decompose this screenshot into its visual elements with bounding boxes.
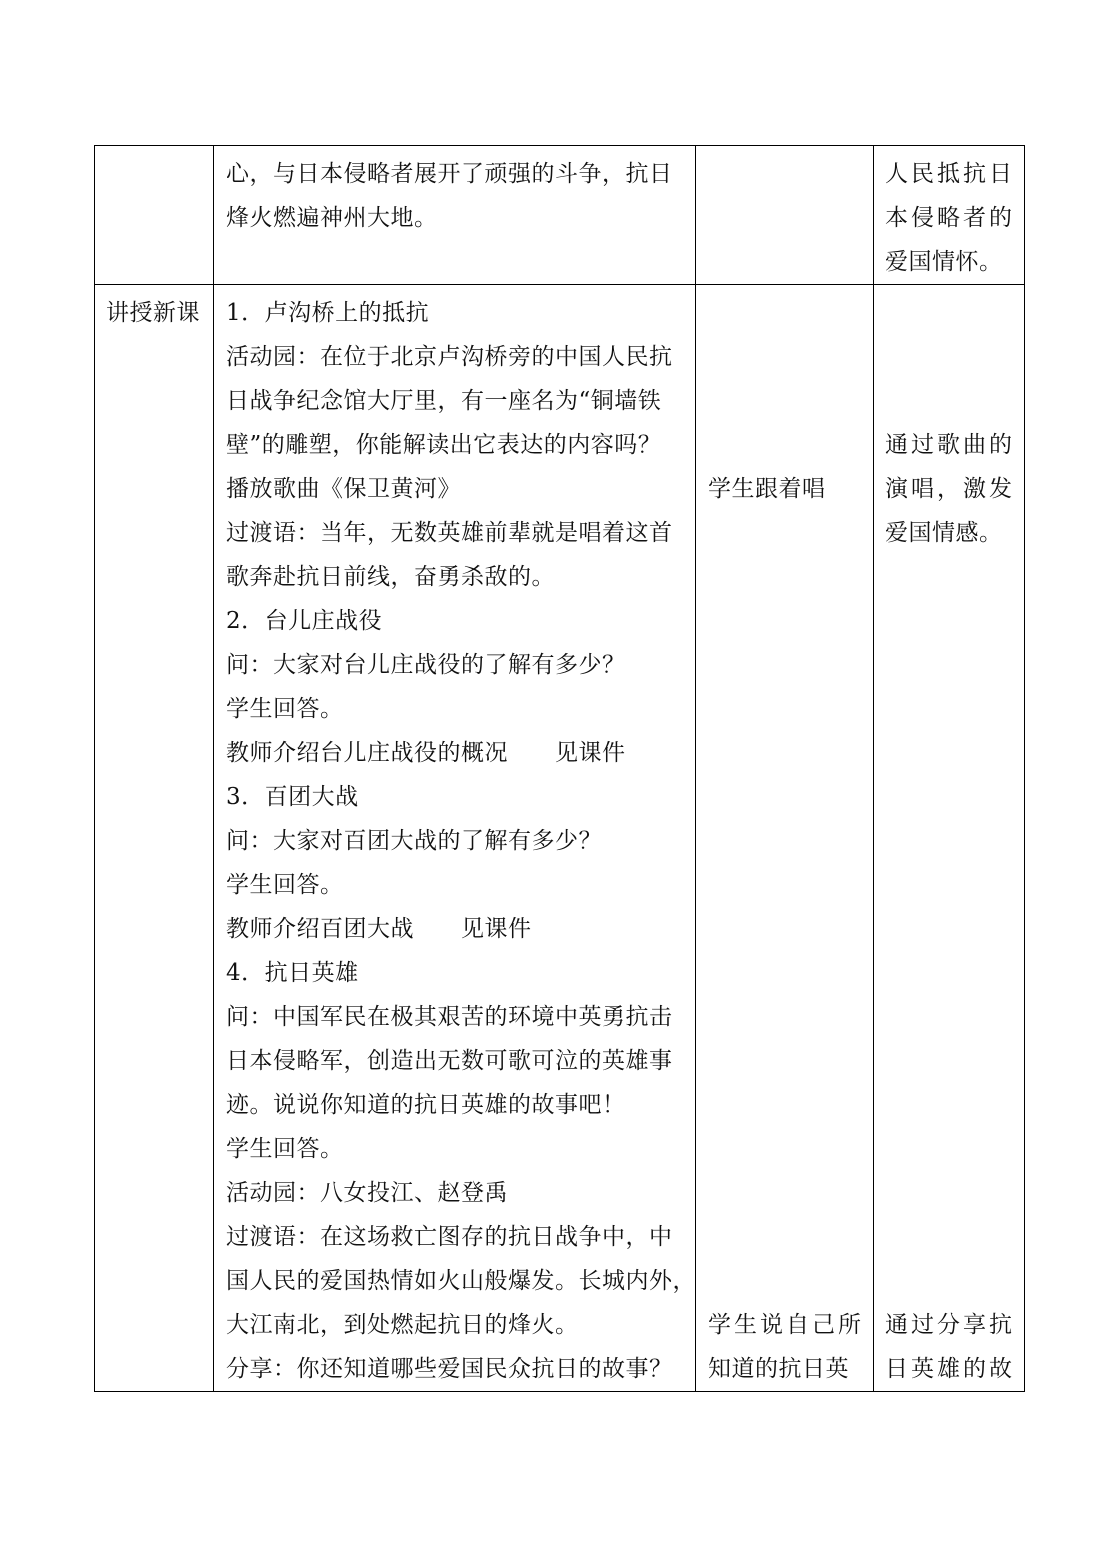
intent-line: 通过分享抗 bbox=[885, 1312, 1015, 1338]
table-row bbox=[95, 146, 1025, 285]
intent-line: 本侵略者的 bbox=[885, 205, 1015, 231]
content-line: 教师介绍百团大战 见课件 bbox=[226, 916, 532, 942]
stage-cell bbox=[95, 146, 214, 285]
content-line: 学生回答。 bbox=[226, 872, 344, 898]
student-activity-cell bbox=[696, 146, 874, 285]
content-line: 2．台儿庄战役 bbox=[226, 608, 383, 634]
intent-block bbox=[885, 1303, 1015, 1391]
student-activity-cell bbox=[696, 285, 874, 1392]
content-line: 学生回答。 bbox=[226, 1136, 344, 1162]
content-line: 日战争纪念馆大厅里，有一座名为“铜墙铁 bbox=[226, 388, 662, 414]
intent-line: 爱国情感。 bbox=[885, 520, 1003, 546]
content-line: 4．抗日英雄 bbox=[226, 960, 359, 986]
content-line: 过渡语：在这场救亡图存的抗日战争中，中 bbox=[226, 1224, 673, 1250]
content-line: 问：中国军民在极其艰苦的环境中英勇抗击 bbox=[226, 1004, 673, 1030]
intent-cell bbox=[874, 285, 1025, 1392]
content-line: 迹。说说你知道的抗日英雄的故事吧！ bbox=[226, 1092, 626, 1118]
intent-line: 爱国情怀。 bbox=[885, 249, 1003, 275]
content-line: 分享：你还知道哪些爱国民众抗日的故事？ bbox=[226, 1356, 673, 1382]
content-line: 歌奔赴抗日前线，奋勇杀敌的。 bbox=[226, 564, 555, 590]
content-line: 过渡语：当年，无数英雄前辈就是唱着这首 bbox=[226, 520, 673, 546]
table-row bbox=[95, 285, 1025, 1392]
student-activity-line: 学生跟着唱 bbox=[708, 476, 826, 502]
stage-label: 讲授新课 bbox=[106, 300, 200, 326]
content-line: 活动园：八女投江、赵登禹 bbox=[226, 1180, 508, 1206]
content-line: 播放歌曲《保卫黄河》 bbox=[226, 476, 461, 502]
content-line: 日本侵略军，创造出无数可歌可泣的英雄事 bbox=[226, 1048, 673, 1074]
content-line: 国人民的爱国热情如火山般爆发。长城内外， bbox=[226, 1268, 696, 1294]
content-line: 1．卢沟桥上的抵抗 bbox=[226, 300, 430, 326]
student-activity-block bbox=[708, 1303, 864, 1391]
intent-cell bbox=[874, 146, 1025, 285]
content-line: 问：大家对台儿庄战役的了解有多少？ bbox=[226, 652, 626, 678]
intent-line: 人民抵抗日 bbox=[885, 161, 1015, 187]
content-line: 学生回答。 bbox=[226, 696, 344, 722]
content-line: 壁”的雕塑，你能解读出它表达的内容吗？ bbox=[226, 432, 662, 458]
content-line: 大江南北，到处燃起抗日的烽火。 bbox=[226, 1312, 579, 1338]
content-line: 问：大家对百团大战的了解有多少？ bbox=[226, 828, 602, 854]
intent-line: 演唱，激发 bbox=[885, 476, 1015, 502]
content-line: 烽火燃遍神州大地。 bbox=[226, 205, 438, 231]
stage-cell bbox=[95, 285, 214, 1392]
intent-block bbox=[885, 423, 1015, 555]
content-cell bbox=[214, 146, 696, 285]
content-cell bbox=[214, 285, 696, 1392]
intent-line: 日英雄的故 bbox=[885, 1356, 1015, 1382]
content-line: 心，与日本侵略者展开了顽强的斗争，抗日 bbox=[226, 161, 673, 187]
content-line: 活动园：在位于北京卢沟桥旁的中国人民抗 bbox=[226, 344, 673, 370]
content-line: 教师介绍台儿庄战役的概况 见课件 bbox=[226, 740, 626, 766]
student-activity-line: 学生说自己所 bbox=[708, 1312, 864, 1338]
lesson-plan-table bbox=[94, 145, 1025, 1392]
intent-line: 通过歌曲的 bbox=[885, 432, 1015, 458]
student-activity-line: 知道的抗日英 bbox=[708, 1356, 849, 1382]
content-line: 3．百团大战 bbox=[226, 784, 359, 810]
